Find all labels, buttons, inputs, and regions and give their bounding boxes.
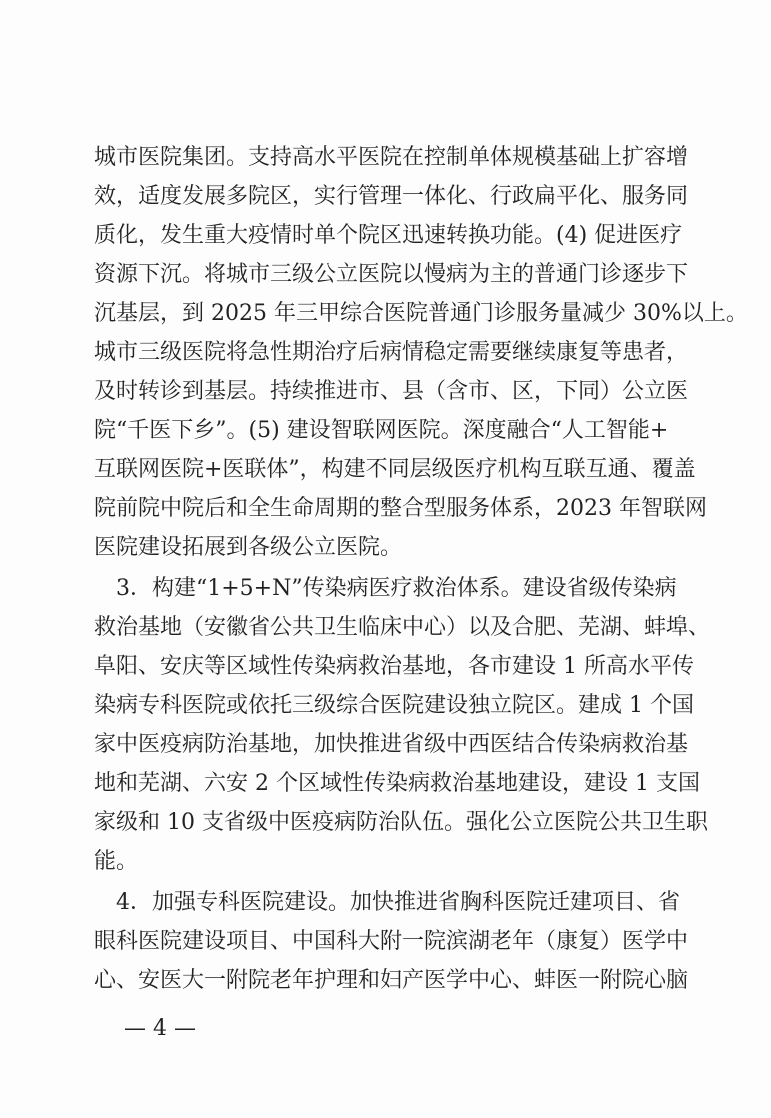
- text-line: 地和芜湖、六安 2 个区域性传染病救治基地建设，建设 1 支国: [94, 771, 700, 796]
- text-line: 眼科医院建设项目、中国科大附一院滨湖老年（康复）医学中: [94, 929, 689, 954]
- text-line: 4．加强专科医院建设。加快推进省胸科医院迁建项目、省: [94, 890, 680, 915]
- text-line: 心、安医大一附院老年护理和妇产医学中心、蚌医一附院心脑: [94, 968, 689, 993]
- text-line: 效，适度发展多院区，实行管理一体化、行政扁平化、服务同: [94, 184, 689, 209]
- text-line: 资源下沉。将城市三级公立医院以慢病为主的普通门诊逐步下: [94, 262, 689, 287]
- text-line: 及时转诊到基层。持续推进市、县（含市、区，下同）公立医: [94, 379, 689, 404]
- text-line: 院“千医下乡”。(5) 建设智联网医院。深度融合“人工智能+: [94, 418, 669, 443]
- text-line: 3．构建“1+5+N”传染病医疗救治体系。建设省级传染病: [94, 576, 677, 601]
- text-line: 沉基层，到 2025 年三甲综合医院普通门诊服务量减少 30%以上。: [94, 301, 748, 326]
- text-line: 救治基地（安徽省公共卫生临床中心）以及合肥、芜湖、蚌埠、: [94, 615, 711, 640]
- text-line: 家中医疫病防治基地，加快推进省级中西医结合传染病救治基: [94, 732, 689, 757]
- body-text: [94, 138, 748, 1000]
- paragraph-specialty-hospitals: [94, 883, 694, 1000]
- text-line: 质化，发生重大疫情时单个院区迅速转换功能。(4) 促进医疗: [94, 223, 683, 248]
- paragraph-hospital-groups: [94, 138, 748, 567]
- page-number: — 4 —: [124, 1016, 196, 1041]
- text-line: 医院建设拓展到各级公立医院。: [94, 535, 403, 560]
- text-line: 染病专科医院或依托三级综合医院建设独立院区。建成 1 个国: [94, 693, 694, 718]
- text-line: 城市三级医院将急性期治疗后病情稳定需要继续康复等患者，: [94, 340, 689, 365]
- text-line: 阜阳、安庆等区域性传染病救治基地，各市建设 1 所高水平传: [94, 654, 694, 679]
- text-line: 互联网医院+医联体”，构建不同层级医疗机构互联互通、覆盖: [94, 457, 696, 482]
- text-line: 能。: [94, 849, 139, 874]
- paragraph-infectious-disease-system: [94, 569, 711, 881]
- text-line: 城市医院集团。支持高水平医院在控制单体规模基础上扩容增: [94, 145, 689, 170]
- text-line: 院前院中院后和全生命周期的整合型服务体系，2023 年智联网: [94, 496, 707, 521]
- text-line: 家级和 10 支省级中医疫病防治队伍。强化公立医院公共卫生职: [94, 810, 708, 835]
